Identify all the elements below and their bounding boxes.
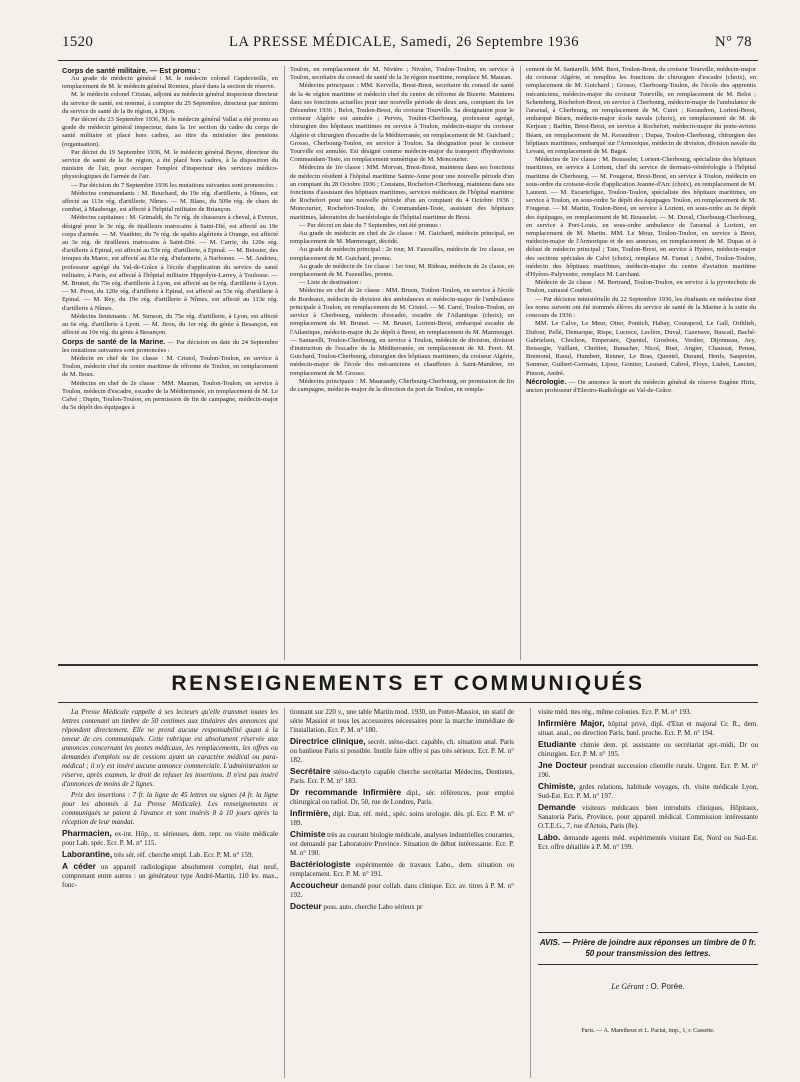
- paragraph: Toulon, en remplacement de M. Nivière ; Nivière, Toulon-Toulon, en service à Toulon, secrétaire du conseil de santé de la 3e région maritime, remplace M. Mauran.: [290, 66, 514, 82]
- section-heading-marine: Corps de santé de la Marine.: [62, 336, 166, 346]
- paragraph: Médecins principaux : M. Maurandy, Cherbourg-Cherbourg, en permission de fin de campagne, médecin-major de la direction du port de Toulon, en rempla-: [290, 377, 514, 393]
- column-divider: [284, 66, 285, 660]
- paragraph: Au grade de médecin général : M. le médecin colonel Capdevieille, en remplacement de M. le médecin général Romieu, placé dans la section de réserve.: [62, 75, 278, 91]
- paragraph: — Par décision du 7 Septembre 1936 les mutations suivantes sont prononcées :: [71, 181, 278, 189]
- paragraph: M. le médecin colonel Cristau, adjoint au médecin général inspecteur directeur du service de santé, est nommé, à compter du 25 Septembre, directeur par intérim du service de santé de la 8e région, à Dijon.: [62, 91, 278, 115]
- paragraph: Médecins de 1re classe : MM. Morvan, Brest-Brest, maintenu dans ses fonctions de médecin résident à l'hôpital maritime Sainte-Anne pour une nouvelle période d'un an comptant du 28 Octobre 1936 ; Constans, Rochefort-Cherbourg, maintenu dans ses fonctions d'assistant des hôpitaux maritimes, services médicaux de l'hôpital maritime de Rochefort pour une nouvelle période d'un an comptant du 4 Octobre 1936 ; Moncourier, Rochefort-Toulon, du Commandant-Teste, assistant des hôpitaux maritimes, laboratoire de bactériologie de l'hôpital maritime de Brest.: [290, 164, 514, 221]
- gerant-name: O. Porée.: [650, 982, 685, 991]
- section-banner: RENSEIGNEMENTS ET COMMUNIQUÉS: [171, 672, 645, 695]
- paragraph: — Liste de destination :: [299, 279, 362, 287]
- section-rule: [58, 664, 758, 666]
- column-divider: [530, 708, 531, 1078]
- paragraph: Par décret du 23 Septembre 1936, M. le médecin général Vallat a été promu au grade de médecin général inspecteur, dans la 1re section du cadre du corps de santé militaire et placé hors cadres, au titre du ministère des pensions (organisation).: [62, 116, 278, 148]
- classified-ad: Accoucheur demandé pour collab. dans clinique. Ecr. av. titres à P. M. n° 192.: [290, 880, 514, 899]
- classified-ad: visite méd. ttes rég., même colonies. Ecr. P. M. n° 193.: [538, 708, 692, 716]
- column-1: [62, 66, 278, 412]
- classified-ad: Secrétaire sténo-dactylo capable cherche secrétariat Médecins, Dentistes, Paris. Ecr. P. M. n° 183.: [290, 766, 514, 785]
- paragraph: Au grade de médecin principal : 2e tour, M. Fazeuilles, médecin de 1re classe, en remplacement de M. Guichard, promu.: [290, 246, 514, 262]
- paragraph: Médecins capitaines : M. Grimaldi, du 7e rég. de chasseurs à cheval, à Evreux, désigné pour le 3e rég. de tirailleurs marocains à Saint-Dié, est affecté au 19e corps d'armée. — M. Vuathier, du 7e rég. de spahis algériens à Orange, est affecté au 3e rég. de tirailleurs marocains à Saint-Dié. — M. Carrie, du 120e rég. d'artillerie à Epinal, est affecté au 53e rég. d'artillerie, à Epinal. — M. Beissier, des troupes du Maroc, est affecté au 81e rég. d'infanterie, à Narbonne. — M. Andrieu, professeur agrégé du Val-de-Grâce à l'école d'application du service de santé militaire, à Paris, est affecté à l'hôpital militaire Hippolyte-Larrey, à Toulouse. — M. Brunet, du 75e rég. d'artillerie à Lyon, est affecté au 6e rég. d'artillerie à Lyon. — M. Prost, du 120e rég. d'artillerie à Epinal, est affecté au 53e rég. d'artillerie à Epinal. — M. Rey, du 19e rég. d'artillerie à Nîmes, est affecté au 113e rég. d'artillerie à Nîmes.: [62, 214, 278, 312]
- ads-prices: Prix des insertions : 7 fr. la ligne de 45 lettres ou signes (4 fr. la ligne pour les abonnés à La Presse Médicale). Les renseignements et communiqués se paient à l'avance et sont insérés 8 à 10 jours après la réception de leur mandat.: [62, 791, 278, 826]
- paragraph: Au grade de médecin de 1re classe : 1er tour, M. Rideau, médecin de 2e classe, en remplacement de M. Fazeuilles, promu.: [290, 262, 514, 279]
- classified-ad: Labo. demande agents méd. expérimentés visitant Est, Nord ou Sud-Est. Ecr. offre détaillée à P. M. n° 199.: [538, 832, 758, 851]
- paragraph: Médecin en chef de 1re classe : M. Cristol, Toulon-Toulon, en service à Toulon, médecin chef du centre maritime de réforme de Toulon, en remplacement de M. Boux.: [62, 354, 278, 379]
- paragraph: Médecins de 1re classe : M. Bousselet, Lorient-Cherbourg, spécialiste des hôpitaux maritimes, en service à Lorient, chef du service de dermato-vénéréologie à l'hôpital maritime de Cherbourg. — M. Fougerat, Brest-Brest, en service à Toulon, médecin en sous-ordre du croiseur-école d'application Jeanne-d'Arc (choix), en remplacement de M. Laurent. — M. Escartefigue, Toulon-Toulon, spécialiste des hôpitaux maritimes, en service à Toulon, en sous-ordre 5e dépôt des équipages Toulon, en remplacement de M. Fougerat. — M. Martin, Toulon-Brest, en service à Lorient, en sous-ordre au 3e dépôt des équipages, en remplacement de M. Bousselet. — M. Duval, Cherbourg-Cherbourg, en service à Port-Louis, en sous-ordre ambulance de l'arsenal à Lorient, en remplacement de M. Martin. MM. Le Mour, Toulon-Toulon, en service à Brest, médecin-major de l'Armorique et de ses annexes, en remplacement de M. Dupas et à défaut de médecin principal ; Tain, Toulon-Brest, en service à Hyères, médecin-major des sections spéciales de Calvi (choix), remplace M. Fumat ; André, Toulon-Toulon, médecin des hôpitaux maritimes, médecin-major du centre d'aviation maritime d'Hyères-Palyvestre, remplace M. Larchant.: [526, 156, 756, 279]
- newspaper-title: LA PRESSE MÉDICALE, Samedi, 26 Septembre 1936: [229, 34, 580, 50]
- paragraph: MM. Le Calve, Le Meur, Otter, Pontich, Habay, Couraprod, Le Gall, Orthlieb, Dufour, Pellé, Demarque, Rispe, Lucrece, Leclère, Duval, Cazenave, Buscail, Baché-Gabrielsen, Chochon, Emperaire, Quentel, Grosbois, Verdier, Dijonneau, Avy, Beissegie, Vaillant, Chrétien, Bunacher, Nicol, Buet, Angier, Chaussat, Penau, Bremond, Raoul, Humbert, Renner, Le Bras, Quentel, Durand, Henfs, Saupreim, Sommer, Guibert-Germain, Lijour, Gontier, Lesnard, Cabrol, Ploye, Liabot, Lancien, Pinson, André.: [526, 320, 756, 377]
- classified-ad: Infirmière Major, hôpital privé, dipl. d'Etat et majoral Cr. R., dem. situat. anal., ou direction Paris, banl. proche. Ecr. P. M. n° 194.: [538, 718, 758, 737]
- paragraph: Médecins en chef de 2e classe : MM. Mauran, Toulon-Toulon, en service à Toulon, médecin d'escadre, escadre de la Méditerranée, en remplacement de M. Le Calvé ; Dupin, Toulon-Toulon, en permission de fin de campagne, médecin-major du 5e dépôt des équipages à: [62, 379, 278, 412]
- column-divider: [520, 66, 521, 660]
- paragraph: Médecins en chef de 2e classe : MM. Bruon, Toulon-Toulon, en service à l'école de Bordeaux, médecin de division des ambulances et médecin-major de l'ambulance principale à Toulon, en remplacement de M. Cristol. — M. Carré, Toulon-Toulon, en service à Cherbourg, médecin d'escadre, escadre de l'Atlantique (choix), en remplacement de M. Brunet. — M. Brunet, Lorient-Brest, embarqué escadre de l'Atlantique, médecin-major du 2e dépôt à Brest, en remplacement de M. Marmouget. — Santarelli, Toulon-Cherbourg, en service à Toulon, médecin de division, division d'instruction de l'escadre de la Méditerranée, en remplacement de M. Feret. M. Guichard, Toulon-Cherbourg, chirurgien des hôpitaux maritimes, du croiseur Algérie, médecin-major de l'école des mécaniciens et chauffeurs à Saint-Mandrier, en remplacement de M. Grosso.: [290, 287, 514, 377]
- page-header: [62, 34, 752, 58]
- classified-ad: Directrice clinique, secrét. sténo-dact. capable, ch. situation anal. Paris ou banlieue Paris si possible. Inutile faire offre si pas très sérieux. Ecr. P. M. n° 182.: [290, 736, 514, 764]
- gerant-line: Le Gérant : O. Porée.: [611, 982, 685, 991]
- section-heading-necrologie: Nécrologie.: [526, 376, 567, 386]
- column-divider: [284, 708, 285, 1078]
- classified-ad: Etudiante chimie dem. pl. assistante ou secrétariat apr.-midi, Dr ou chirurgien. Ecr. P. M. n° 195.: [538, 739, 758, 758]
- paragraph: Médecins lieutenants : M. Simson, du 75e rég. d'artillerie, à Lyon, est affecté au 6e rég. d'artillerie à Lyon. — M. Jirou, du 1er rég. du génie à Besançon, est affecté au 10e rég. du génie à Besançon.: [62, 312, 278, 337]
- section-heading-military: Corps de santé militaire. — Est promu :: [62, 66, 201, 75]
- classified-ad: Dr recommande Infirmière dipl., sér. références, pour emploi chirurgical ou radiol. Dr, 50, rue de Londres, Paris.: [290, 787, 514, 806]
- printer-line: Paris. — A. Maretheux et L. Pactat, imp., 1, r. Cassette.: [581, 1028, 715, 1034]
- classified-ad: Infirmière, dipl. Etat, réf. méd., spéc. soins urologie. dés. pl. Ecr. P. M. n° 189.: [290, 808, 514, 827]
- section-rule: [58, 702, 758, 703]
- classified-ad: Laborantine, très sér. réf. cherche empl. Lab. Ecr. P. M. n° 159.: [62, 849, 254, 859]
- page-number: 1520: [62, 34, 94, 50]
- avis-notice: AVIS. — Prière de joindre aux réponses un timbre de 0 fr. 50 pour transmission des lettres.: [538, 932, 758, 965]
- classified-ad: Chimiste très au courant biologie médicale, analyses industrielles courantes, est demandé par Laboratoire Province. Situation de début intéressante. Ecr. P. M. n° 190.: [290, 829, 514, 857]
- header-rule: [58, 60, 758, 61]
- ads-column-2: [290, 708, 514, 914]
- paragraph: cement de M. Santarelli. MM. Beot, Toulon-Brest, du croiseur Tourville, médecin-major du croiseur Algérie, et remplira les fonctions de chirurgien d'escadre (choix), en remplacement de M. Guichard ; Grosso, Cherbourg-Toulon, de l'école des apprentis mécaniciens, médecin-major du croiseur Tourville, en remplacement de M. Belot ; Schemberg, Rochefort-Brest, en service à Cherbourg, médecin-major de l'ambulance de l'arsenal, à Cherbourg, en remplacement de M. Curet ; Keraudren, Lorient-Brest, embarqué Béarn, médecin-major école navale (choix), en remplacement de M. de Kerjean ; Barbin, Brest-Brest, en service à Rochefort, médecin-major du porte-avions Béarn, en remplacement de M. Keraudren ; Dupas, Toulon-Cherbourg, chirurgien des hôpitaux maritimes, embarqué sur l'Armorique, médecin de division, division navale du Levant, en remplacement de M. Bagot.: [526, 66, 756, 156]
- classified-ad: Jne Docteur prendrait succession clientèle rurale. Urgent. Ecr. P. M. n° 196.: [538, 760, 759, 779]
- paragraph: — Par décret en date du 7 Septembre, ont été promus :: [299, 221, 442, 229]
- paragraph: Médecins principaux : MM. Kervella, Brest-Brest, secrétaire du conseil de santé de la 4e région maritime et médecin chef du centre de réforme de Bizerte. Maintenu dans ses fonctions actuelles pour une nouvelle période de deux ans, comptant du 1er Décembre 1936 ; Belot, Toulon-Brest, du croiseur Tourville. Sa désignation pour le croiseur Algérie est annulée ; Perves, Toulon-Cherbourg, professeur agrégé, chirurgien des hôpitaux maritimes en service à Toulon, médecin-major du croiseur Algérie et chirurgien d'escadre de la Méditerranée, en remplacement de M. Guichard ; Grosso, Cherbourg-Toulon, en service à Toulon. Sa désignation pour le croiseur Tourville est annulée. Est désigné comme médecin-major du transport d'hydravions Commandant-Teste, en remplacement numérique de M. Moncourier.: [290, 82, 514, 164]
- ads-column-1: [62, 708, 278, 892]
- classified-ad: tionnant sur 220 v., une table Martin mod. 1930, un Potter-Massiot, un statif de série Massiot et tous les accessoires nécessaires pour la marche immédiate de l'installation. Ecr. P. M. n° 180.: [290, 708, 514, 734]
- paragraph: Médecin de 2e classe : M. Bertrand, Toulon-Toulon, en service à la pyrotechnie de Toulon, cuirassé Courbet.: [526, 279, 756, 295]
- ads-column-3: [538, 708, 758, 854]
- column-3: [526, 66, 756, 395]
- classified-ad: Docteur poss. auto. cherche Labo sérieux pr: [290, 901, 423, 911]
- paragraph: Médecins commandants : M. Bouchard, du 19e rég. d'artillerie, à Nîmes, est affecté au 113e rég. d'artillerie, Nîmes. — M. Blanc, du 509e rég. de chars de combat, à Maubeuge, est affecté à l'hôpital militaire de Briançon.: [62, 189, 278, 214]
- section-marine: Corps de santé de la Marine. — Par décision en date du 24 Septembre les mutations suivantes sont prononcées :: [62, 336, 278, 354]
- paragraph: Au grade de médecin en chef de 2e classe : M. Guichard, médecin principal, en remplacement de M. Marmouget, décédé.: [290, 230, 514, 246]
- paragraph: Par décret du 19 Septembre 1936, M. le médecin général Beyne, directeur du service de santé de la 8e région, a été placé hors cadres, à la disposition du ministre de l'air, pour occuper l'emploi d'inspecteur des services médico-physiologiques de l'armée de l'air.: [62, 148, 278, 181]
- section-necrologie: Nécrologie. — On annonce la mort du médecin général de réserve Eugène Hirtz, ancien professeur d'Electro-Radiologie au Val-de-Grâce.: [526, 376, 756, 394]
- classified-ad: A céder un appareil radiologique absolument complet, état neuf, comprenant entre autres : un générateur type André-Martin, 110 kv. max., fonc-: [62, 861, 278, 889]
- issue-number: N° 78: [714, 34, 752, 50]
- classified-ad: Bactériologiste expérimentée de travaux Labo., dem. situation ou remplacement. Ecr. P. M. n° 191.: [290, 859, 514, 878]
- classified-ad: Chimiste, grdes relations, habitude voyages, ch. visite médicale Lyon, Sud-Est. Ecr. P. M. n° 197.: [538, 781, 758, 800]
- classified-ad: Demande visiteurs médicaux bien introduits cliniques, Hôpitaux, Sanatoria Paris, Province, pour appareil médical. Commission intéressante O.T.E.G., 7, rue d'Artois, Paris (8e).: [538, 802, 758, 830]
- classified-ad: Pharmacien, ex-int. Hôp., tr. sérieuses, dem. repr. ou visite médicale pour Lab. spéc. Ecr. P. M. n° 115.: [62, 828, 278, 847]
- column-2: [290, 66, 514, 394]
- paragraph: — Par décision ministérielle du 22 Septembre 1936, les étudiants en médecine dont les noms suivent ont été nommés élèves du service de santé de la Marine à la suite du concours de 1936 :: [526, 295, 756, 320]
- ads-notice: La Presse Médicale rappelle à ses lecteurs qu'elle transmet toutes les lettres contenant un timbre de 50 centimes aux titulaires des annonces qui répondent directement. Elle ne prend aucune responsabilité quant à la teneur de ces communiqués. Cette rubrique est absolument réservée aux annonces concernant les postes médicaux, les remplacements, les offres ou demandes d'emplois ou de cessions ayant un caractère médical ou para-médical ; il n'y est inséré aucune annonce commerciale. L'administration se réserve, après examen, le droit de refuser les insertions. Il n'est pas inséré d'annonces de moins de 2 lignes.: [62, 708, 278, 788]
